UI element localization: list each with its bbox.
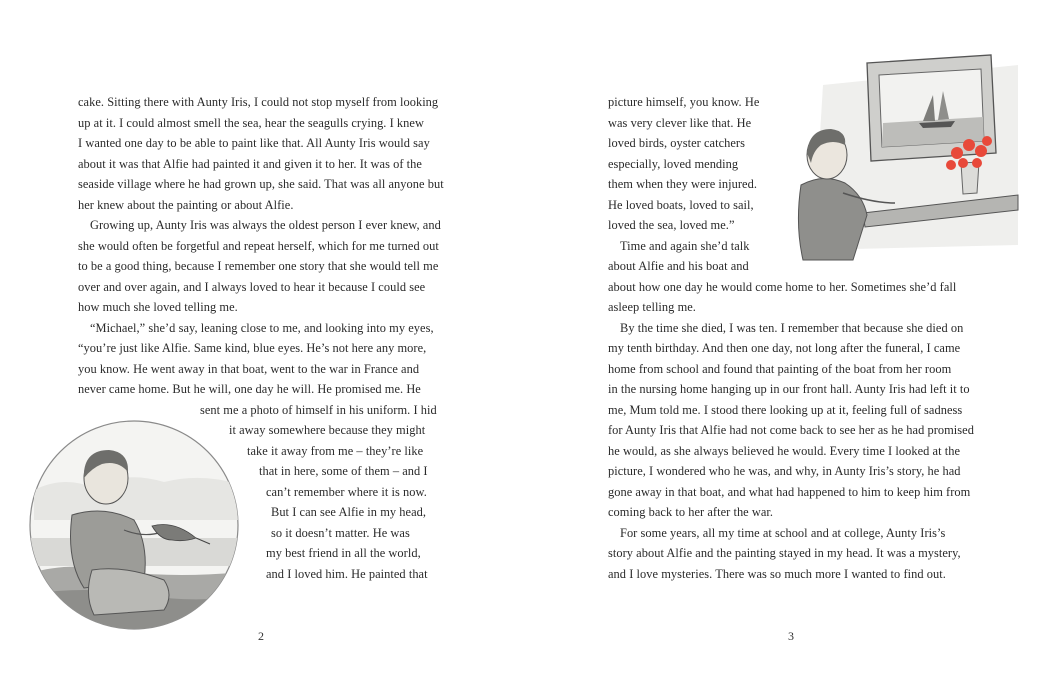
text-line: But I can see Alfie in my head, (271, 505, 427, 519)
text-line: you know. He went away in that boat, went to the war in France and (78, 362, 420, 376)
text-line: for Aunty Iris that Alfie had not come back to see her as he had promised (608, 423, 974, 437)
text-line: seaside village where he had grown up, she said. That was all anyone but (78, 177, 444, 191)
boy-looking-at-painting-icon (783, 45, 1023, 270)
text-line: so it doesn’t matter. He was (271, 526, 410, 540)
text-line: and I loved him. He painted that (266, 567, 428, 581)
text-line: Growing up, Aunty Iris was always the oldest person I ever knew, and (90, 218, 441, 232)
text-line: up at it. I could almost smell the sea, hear the seagulls crying. I knew (78, 116, 424, 130)
text-line: them when they were injured. (608, 177, 758, 191)
text-line: He loved boats, loved to sail, (608, 198, 754, 212)
text-line: can’t remember where it is now. (266, 485, 427, 499)
text-line: about Alfie and his boat and (608, 259, 749, 273)
text-line: about it was that Alfie had painted it and given it to her. It was of the (78, 157, 422, 171)
text-line: never came home. But he will, one day he will. He promised me. He (78, 382, 421, 396)
text-line: she would often be forgetful and repeat herself, which for me turned out (78, 239, 439, 253)
right-page (527, 0, 1053, 683)
text-line: I wanted one day to be able to paint like that. All Aunty Iris would say (78, 136, 430, 150)
text-line: Time and again she’d talk (620, 239, 750, 253)
text-line: how much she loved telling me. (78, 300, 238, 314)
text-line: gone away in that boat, and what had happened to him to keep him from (608, 485, 971, 499)
text-line: about how one day he would come home to her. Sometimes she’d fall (608, 280, 957, 294)
text-line: “you’re just like Alfie. Same kind, blue eyes. He’s not here any more, (78, 341, 427, 355)
text-line: my best friend in all the world, (266, 546, 421, 560)
text-line: was very clever like that. He (608, 116, 752, 130)
text-line: loved the sea, loved me.” (608, 218, 735, 232)
text-line: loved birds, oyster catchers (608, 136, 745, 150)
text-line: especially, loved mending (608, 157, 739, 171)
text-line: home from school and found that painting of the boat from her room (608, 362, 952, 376)
text-line: “Michael,” she’d say, leaning close to me, and looking into my eyes, (90, 321, 434, 335)
text-line: asleep telling me. (608, 300, 696, 314)
text-line: and I love mysteries. There was so much more I wanted to find out. (608, 567, 946, 581)
page-number: 3 (788, 629, 794, 643)
text-line: picture, I wondered who he was, and why, in Aunty Iris’s story, he had (608, 464, 961, 478)
text-line: take it away from me – they’re like (247, 444, 424, 458)
text-line: story about Alfie and the painting stayed in my head. It was a mystery, (608, 546, 961, 560)
text-line: By the time she died, I was ten. I remember that because she died on (620, 321, 964, 335)
page-number: 2 (258, 629, 264, 643)
boy-holding-bird-icon (14, 420, 264, 630)
text-line: For some years, all my time at school and at college, Aunty Iris’s (620, 526, 946, 540)
text-line: her knew about the painting or about Alfie. (78, 198, 294, 212)
text-line: me, Mum told me. I stood there looking up at it, feeling full of sadness (608, 403, 963, 417)
text-line: he would, as she always believed he would. Every time I looked at the (608, 444, 961, 458)
text-line: over and over again, and I always loved to hear it because I could see (78, 280, 426, 294)
left-page (0, 0, 526, 683)
text-line: that in here, some of them – and I (259, 464, 428, 478)
text-line: coming back to her after the war. (608, 505, 774, 519)
text-line: cake. Sitting there with Aunty Iris, I could not stop myself from looking (78, 95, 439, 109)
text-line: picture himself, you know. He (608, 95, 760, 109)
text-line: in the nursing home hanging up in our front hall. Aunty Iris had left it to (608, 382, 970, 396)
text-line: sent me a photo of himself in his uniform. I hid (200, 403, 437, 417)
text-line: my tenth birthday. And then one day, not long after the funeral, I came (608, 341, 961, 355)
text-line: it away somewhere because they might (229, 423, 426, 437)
text-line: to be a good thing, because I remember one story that she would tell me (78, 259, 439, 273)
